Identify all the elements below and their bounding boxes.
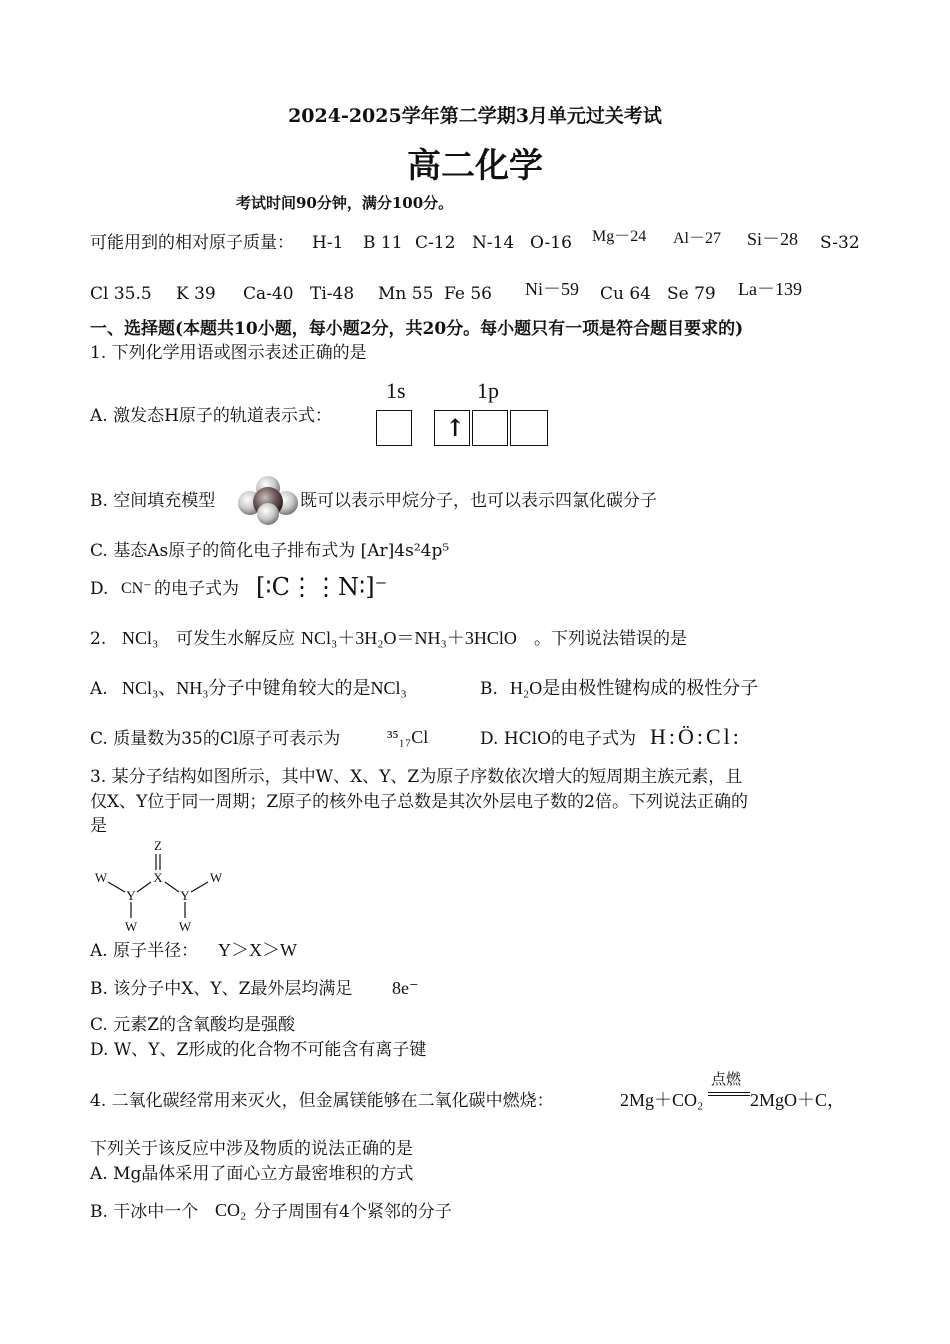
q3-stem-line1: 3. 某分子结构如图所示，其中W、X、Y、Z为原子序数依次增大的短周期主族元素，且 xyxy=(90,767,743,787)
orbital-label-1p: 1p xyxy=(477,378,499,403)
q3-option-a-label: A. 原子半径： xyxy=(90,941,199,961)
mass-item: La－139 xyxy=(738,279,802,299)
mass-item: S-32 xyxy=(820,233,860,253)
orbital-box-1p-3 xyxy=(510,410,548,446)
atom-y: Y xyxy=(126,888,136,903)
mass-item: K 39 xyxy=(176,284,216,304)
mass-item: B 11 xyxy=(363,233,403,253)
atom-w: W xyxy=(209,870,223,885)
space-filling-model-icon xyxy=(236,476,300,526)
q3-option-a-formula: Y＞X＞W xyxy=(218,940,297,960)
atom-w: W xyxy=(94,870,108,885)
cn-ion: CN⁻ xyxy=(121,580,152,597)
q2-option-c: C. 质量数为35的Cl原子可表示为 xyxy=(90,729,341,749)
mass-item: Al－27 xyxy=(673,230,722,247)
mass-item: Cu 64 xyxy=(600,284,651,304)
atom-w: W xyxy=(178,919,192,934)
exam-title: 2024-2025学年第二学期3月单元过关考试 xyxy=(288,105,662,127)
mass-item: H-1 xyxy=(312,233,344,253)
mass-item: N-14 xyxy=(472,233,515,253)
section-heading: 一、选择题(本题共10小题，每小题2分，共20分。每小题只有一项是符合题目要求的) xyxy=(90,319,744,339)
q2-reaction: NCl₃＋3H₂O＝NH₃＋3HClO xyxy=(301,628,517,648)
q1-option-c: C. 基态As原子的简化电子排布式为 [Ar]4s²4p⁵ xyxy=(90,541,450,561)
q2-stem-mid: 可发生水解反应 xyxy=(176,629,295,649)
q2-stem-end: 。下列说法错误的是 xyxy=(534,629,687,649)
q4-stem2: 下列关于该反应中涉及物质的说法正确的是 xyxy=(90,1139,413,1159)
molecule-structure-diagram xyxy=(88,838,238,938)
q4-option-b-formula: CO₂ xyxy=(215,1200,247,1220)
q2-option-d: D. HClO的电子式为 xyxy=(480,729,637,749)
up-arrow-icon: ↑ xyxy=(445,413,466,442)
q2-option-a: NCl₃、NH₃分子中键角较大的是NCl₃ xyxy=(122,678,407,698)
mass-item: Cl 35.5 xyxy=(90,284,152,304)
q3-stem-line3: 是 xyxy=(90,816,107,836)
cn-electron-formula: [∶C⋮⋮N∶]⁻ xyxy=(256,573,388,601)
q4-products: 2MgO＋C， xyxy=(750,1090,846,1110)
q3-option-c: C. 元素Z的含氧酸均是强酸 xyxy=(90,1015,296,1035)
atom-z: Z xyxy=(154,838,162,853)
q4-reactants: 2Mg＋CO₂ xyxy=(620,1090,704,1110)
q1-option-d-post: 的电子式为 xyxy=(154,579,239,599)
q3-option-b-formula: 8e⁻ xyxy=(392,978,419,998)
mass-item: Se 79 xyxy=(667,284,716,304)
q3-option-d: D. W、Y、Z形成的化合物不可能含有离子键 xyxy=(90,1040,427,1060)
orbital-label-1s: 1s xyxy=(386,378,406,403)
atom-x: X xyxy=(153,870,163,885)
q2-option-b-label: B. xyxy=(480,679,498,699)
q3-stem-line2: 仅X、Y位于同一周期；Z原子的核外电子总数是其次外层电子数的2倍。下列说法正确的 xyxy=(90,792,748,812)
mass-item: O-16 xyxy=(530,233,572,253)
orbital-box-1p-1 xyxy=(434,410,470,446)
subject-title: 高二化学 xyxy=(407,146,543,186)
q4-option-b-post: 分子周围有4个紧邻的分子 xyxy=(254,1202,452,1222)
atomic-masses-intro: 可能用到的相对原子质量： xyxy=(90,233,294,253)
mass-item: Fe 56 xyxy=(444,284,492,304)
reaction-condition-label: 点燃 xyxy=(711,1070,742,1088)
time-info: 考试时间90分钟，满分100分。 xyxy=(236,194,454,212)
q2-option-a-label: A. xyxy=(90,679,108,699)
hclo-electron-formula: H:Ö:Cl: xyxy=(650,724,742,749)
q2-nuclide: ³⁵₁₇Cl xyxy=(387,727,429,747)
equals-line xyxy=(708,1095,750,1096)
q2-num: 2. xyxy=(90,629,107,649)
mass-item: Ni－59 xyxy=(525,279,579,299)
atom-y: Y xyxy=(180,888,190,903)
q4-stem: 4. 二氧化碳经常用来灭火，但金属镁能够在二氧化碳中燃烧： xyxy=(90,1091,554,1111)
mass-item: Mg－24 xyxy=(592,228,647,245)
atom-w: W xyxy=(124,919,138,934)
q1-option-b-pre: B. 空间填充模型 xyxy=(90,491,216,511)
mass-item: Mn 55 xyxy=(378,284,434,304)
orbital-box-1p-2 xyxy=(472,410,508,446)
q1-option-a: A. 激发态H原子的轨道表示式： xyxy=(90,406,332,426)
mass-item: Ca-40 xyxy=(243,284,294,304)
q1-stem: 1. 下列化学用语或图示表述正确的是 xyxy=(90,343,367,363)
q1-option-b-post: 既可以表示甲烷分子，也可以表示四氯化碳分子 xyxy=(300,491,657,511)
q2-formula: NCl₃ xyxy=(122,628,159,648)
equals-line xyxy=(708,1092,750,1093)
q3-option-b-label: B. 该分子中X、Y、Z最外层均满足 xyxy=(90,979,353,999)
q2-option-b: H₂O是由极性键构成的极性分子 xyxy=(510,678,759,698)
q4-option-a: A. Mg晶体采用了面心立方最密堆积的方式 xyxy=(90,1164,414,1184)
mass-item: Si－28 xyxy=(747,229,799,249)
orbital-box-1s xyxy=(376,410,412,446)
q1-option-d-pre: D. xyxy=(90,579,109,599)
mass-item: Ti-48 xyxy=(310,284,355,304)
mass-item: C-12 xyxy=(415,233,456,253)
q4-option-b-pre: B. 干冰中一个 xyxy=(90,1202,199,1222)
